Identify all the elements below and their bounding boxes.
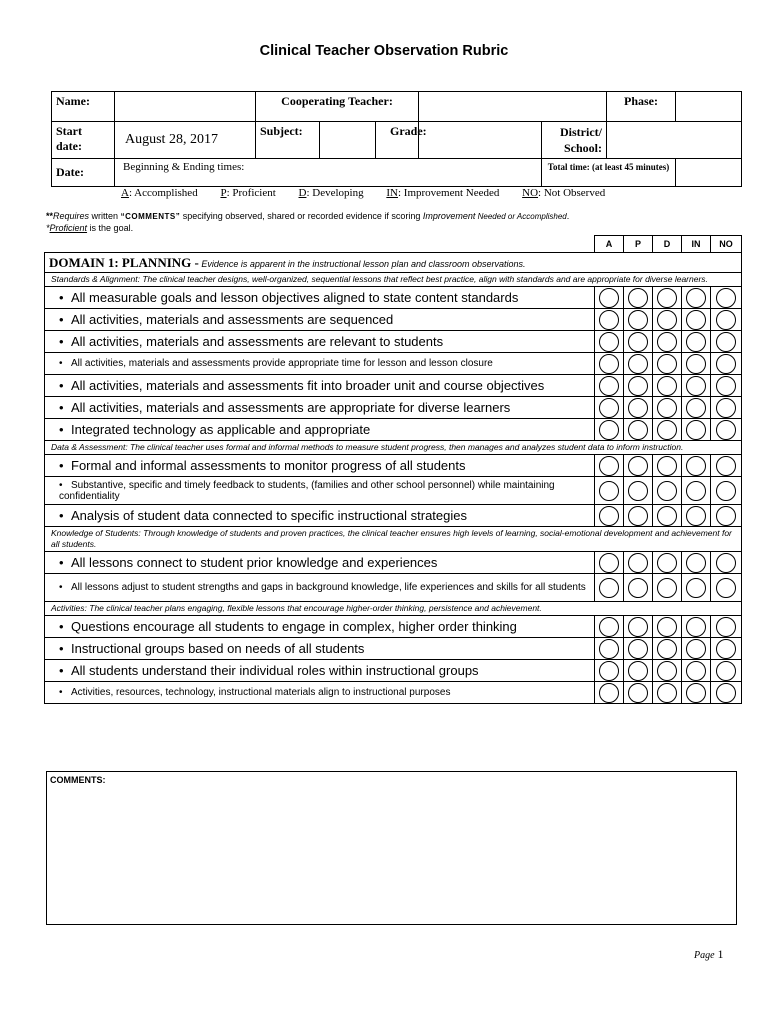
score-cell xyxy=(711,397,742,419)
rating-radio-no[interactable] xyxy=(716,639,736,659)
score-cell xyxy=(682,419,711,441)
rubric-item xyxy=(45,375,595,397)
score-cell xyxy=(682,397,711,419)
rating-radio-in[interactable] xyxy=(686,398,706,418)
domain-row xyxy=(45,253,742,273)
score-cell xyxy=(624,287,653,309)
requires-comments-note: **Requires written “COMMENTS” specifying observed, shared or recorded evidence if scoring Improvement Needed or Accomplished. xyxy=(46,211,570,221)
score-cell xyxy=(653,616,682,638)
rating-radio-a[interactable] xyxy=(599,288,619,308)
rating-radio-p[interactable] xyxy=(628,639,648,659)
rating-radio-a[interactable] xyxy=(599,398,619,418)
rating-radio-p[interactable] xyxy=(628,376,648,396)
rating-radio-a[interactable] xyxy=(599,376,619,396)
score-cell xyxy=(682,287,711,309)
rating-radio-no[interactable] xyxy=(716,456,736,476)
rubric-item xyxy=(45,455,595,477)
phase-field[interactable] xyxy=(676,92,742,122)
score-cell xyxy=(682,375,711,397)
rubric-item-row xyxy=(45,574,742,602)
rating-radio-d[interactable] xyxy=(657,578,677,598)
rubric-item-text: All activities, materials and assessments fit into broader unit and course objectives xyxy=(71,378,545,393)
legend-item: D: Developing xyxy=(298,187,364,199)
rubric-item-row xyxy=(45,682,742,704)
rating-radio-p[interactable] xyxy=(628,617,648,637)
rubric-item-text: All measurable goals and lesson objectives aligned to state content standards xyxy=(71,290,519,305)
score-cell xyxy=(595,505,624,527)
standard-row xyxy=(45,273,742,287)
rubric-item xyxy=(45,397,595,419)
rubric-item-row xyxy=(45,397,742,419)
rating-radio-d[interactable] xyxy=(657,332,677,352)
score-cell xyxy=(653,419,682,441)
score-cell xyxy=(711,682,742,704)
rating-radio-in[interactable] xyxy=(686,354,706,374)
rubric-item xyxy=(45,331,595,353)
score-cell xyxy=(711,419,742,441)
score-cell xyxy=(595,552,624,574)
score-cell xyxy=(711,287,742,309)
start-date-field[interactable]: August 28, 2017 xyxy=(115,122,256,159)
rating-radio-in[interactable] xyxy=(686,456,706,476)
rubric-item-row xyxy=(45,287,742,309)
score-cell xyxy=(653,552,682,574)
score-cell xyxy=(595,477,624,505)
name-field[interactable] xyxy=(115,92,256,122)
rating-radio-in[interactable] xyxy=(686,310,706,330)
bullet-icon: • xyxy=(59,582,63,593)
rubric-item xyxy=(45,505,595,527)
school-label: School: xyxy=(563,141,602,155)
rubric-item xyxy=(45,353,595,375)
standard-description: Standards & Alignment: The clinical teacher designs, well-organized, sequential lessons that reflect best practice, align with standards and are appropriate for diverse learners. xyxy=(45,273,742,287)
rubric-item-text: Formal and informal assessments to monitor progress of all students xyxy=(71,458,466,473)
rubric-item-row xyxy=(45,375,742,397)
score-cell xyxy=(595,419,624,441)
rating-radio-no[interactable] xyxy=(716,398,736,418)
header-table xyxy=(51,91,742,187)
standard-row xyxy=(45,441,742,455)
score-cell xyxy=(624,353,653,375)
score-cell xyxy=(624,660,653,682)
rating-radio-no[interactable] xyxy=(716,288,736,308)
rubric-item-text: Substantive, specific and timely feedback to students, (families and other school personnel) while maintaining confidentiality xyxy=(59,479,555,502)
score-cell xyxy=(682,574,711,602)
domain-heading xyxy=(45,253,742,273)
score-cell xyxy=(624,505,653,527)
rubric-item-text: All activities, materials and assessments provide appropriate time for lesson and lesson closure xyxy=(71,358,493,369)
bullet-icon: • xyxy=(59,687,63,698)
score-cell xyxy=(711,353,742,375)
score-cell xyxy=(653,309,682,331)
rating-radio-p[interactable] xyxy=(628,354,648,374)
score-cell xyxy=(653,397,682,419)
score-cell xyxy=(653,660,682,682)
score-cell xyxy=(711,660,742,682)
rating-radio-no[interactable] xyxy=(716,683,736,703)
score-cell xyxy=(595,638,624,660)
rating-radio-d[interactable] xyxy=(657,288,677,308)
rubric-item-text: All activities, materials and assessments are appropriate for diverse learners xyxy=(71,400,511,415)
score-cell xyxy=(682,660,711,682)
score-cell xyxy=(595,331,624,353)
rubric-item-row xyxy=(45,331,742,353)
rating-radio-d[interactable] xyxy=(657,506,677,526)
score-cell xyxy=(624,309,653,331)
rating-radio-d[interactable] xyxy=(657,354,677,374)
rubric-item-row xyxy=(45,638,742,660)
score-cell xyxy=(624,455,653,477)
rating-radio-no[interactable] xyxy=(716,553,736,573)
name-label: Name: xyxy=(52,92,115,122)
score-cell xyxy=(711,616,742,638)
rubric-item-row xyxy=(45,505,742,527)
legend-item: IN: Improvement Needed xyxy=(386,187,500,199)
column-header-row xyxy=(45,236,742,253)
score-cell xyxy=(595,397,624,419)
score-cell xyxy=(682,638,711,660)
score-cell xyxy=(653,353,682,375)
bullet-icon: • xyxy=(59,400,64,415)
score-cell xyxy=(624,397,653,419)
rating-radio-in[interactable] xyxy=(686,639,706,659)
rating-radio-a[interactable] xyxy=(599,354,619,374)
phase-label: Phase: xyxy=(607,92,676,122)
rating-radio-d[interactable] xyxy=(657,420,677,440)
standard-description: Data & Assessment: The clinical teacher uses formal and informal methods to measure student progress, then manages and analyzes student data to inform instruction. xyxy=(45,441,742,455)
bullet-icon: • xyxy=(59,422,64,437)
score-cell xyxy=(711,331,742,353)
bullet-icon: • xyxy=(59,508,64,523)
rating-radio-no[interactable] xyxy=(716,354,736,374)
rating-radio-p[interactable] xyxy=(628,398,648,418)
rating-radio-d[interactable] xyxy=(657,376,677,396)
score-cell xyxy=(595,660,624,682)
rubric-item xyxy=(45,287,595,309)
rating-radio-d[interactable] xyxy=(657,310,677,330)
rating-radio-d[interactable] xyxy=(657,639,677,659)
score-cell xyxy=(624,552,653,574)
rating-radio-no[interactable] xyxy=(716,376,736,396)
rubric-item-text: Questions encourage all students to engage in complex, higher order thinking xyxy=(71,619,517,634)
score-cell xyxy=(653,287,682,309)
rubric-item-text: Activities, resources, technology, instructional materials align to instructional purposes xyxy=(71,687,451,698)
rubric-item-row xyxy=(45,660,742,682)
rating-radio-p[interactable] xyxy=(628,683,648,703)
rubric-item-text: Integrated technology as applicable and appropriate xyxy=(71,422,371,437)
score-cell xyxy=(682,455,711,477)
score-cell xyxy=(624,419,653,441)
times-label: Beginning & Ending times: xyxy=(115,159,542,187)
rubric-item xyxy=(45,552,595,574)
rating-radio-d[interactable] xyxy=(657,661,677,681)
rating-radio-no[interactable] xyxy=(716,578,736,598)
rating-radio-in[interactable] xyxy=(686,332,706,352)
page-number: Page 1 xyxy=(694,947,724,961)
legend-item: A: Accomplished xyxy=(121,187,198,199)
rubric-item-row xyxy=(45,616,742,638)
cooperating-teacher-label: Cooperating Teacher: xyxy=(256,92,419,122)
rubric-item-text: All activities, materials and assessments are sequenced xyxy=(71,312,394,327)
rating-radio-p[interactable] xyxy=(628,578,648,598)
score-cell xyxy=(653,638,682,660)
score-cell xyxy=(711,505,742,527)
date-label: Date: xyxy=(52,159,115,187)
standard-row xyxy=(45,602,742,616)
score-cell xyxy=(595,375,624,397)
rubric-item-row xyxy=(45,552,742,574)
grade-field[interactable] xyxy=(419,122,542,159)
score-cell xyxy=(653,375,682,397)
rubric-item xyxy=(45,682,595,704)
rating-radio-p[interactable] xyxy=(628,310,648,330)
rubric-item-row xyxy=(45,477,742,505)
score-cell xyxy=(682,505,711,527)
column-header: D xyxy=(653,236,682,253)
rating-radio-in[interactable] xyxy=(686,617,706,637)
rubric-item xyxy=(45,574,595,602)
score-cell xyxy=(653,331,682,353)
rating-radio-no[interactable] xyxy=(716,661,736,681)
rating-radio-a[interactable] xyxy=(599,683,619,703)
rubric-item-row xyxy=(45,419,742,441)
comments-box[interactable] xyxy=(46,771,737,925)
score-cell xyxy=(653,477,682,505)
score-cell xyxy=(653,505,682,527)
rating-radio-no[interactable] xyxy=(716,506,736,526)
standard-description: Knowledge of Students: Through knowledge of students and proven practices, the clinical teacher ensures high levels of learning, social-emotional development and achievement for all students. xyxy=(45,527,742,552)
rating-radio-in[interactable] xyxy=(686,376,706,396)
rubric-item-row xyxy=(45,455,742,477)
score-cell xyxy=(595,455,624,477)
rating-radio-d[interactable] xyxy=(657,617,677,637)
score-cell xyxy=(624,375,653,397)
column-header: P xyxy=(624,236,653,253)
legend-item: P: Proficient xyxy=(220,187,276,199)
score-cell xyxy=(624,331,653,353)
cooperating-teacher-field[interactable] xyxy=(419,92,607,122)
rating-radio-a[interactable] xyxy=(599,506,619,526)
rating-radio-in[interactable] xyxy=(686,481,706,501)
bullet-icon: • xyxy=(59,378,64,393)
rating-radio-a[interactable] xyxy=(599,420,619,440)
column-header-spacer xyxy=(45,236,595,253)
column-header: NO xyxy=(711,236,742,253)
bullet-icon: • xyxy=(59,290,64,305)
rating-radio-d[interactable] xyxy=(657,553,677,573)
score-cell xyxy=(682,353,711,375)
score-cell xyxy=(624,477,653,505)
rating-radio-d[interactable] xyxy=(657,683,677,703)
bullet-icon: • xyxy=(59,555,64,570)
score-cell xyxy=(624,682,653,704)
rating-radio-a[interactable] xyxy=(599,639,619,659)
rubric-item-row xyxy=(45,309,742,331)
rating-radio-a[interactable] xyxy=(599,578,619,598)
score-cell xyxy=(595,682,624,704)
subject-field[interactable] xyxy=(320,122,376,159)
rubric-item-text: All students understand their individual roles within instructional groups xyxy=(71,663,479,678)
comments-label: COMMENTS: xyxy=(50,775,106,785)
rubric-item xyxy=(45,309,595,331)
bullet-icon: • xyxy=(59,479,63,491)
rating-radio-p[interactable] xyxy=(628,661,648,681)
score-cell xyxy=(711,638,742,660)
rubric-item xyxy=(45,477,595,505)
bullet-icon: • xyxy=(59,334,64,349)
score-cell xyxy=(595,353,624,375)
start-date-label: Start date: xyxy=(52,122,115,159)
score-cell xyxy=(711,552,742,574)
score-cell xyxy=(624,638,653,660)
rubric-item-text: Analysis of student data connected to specific instructional strategies xyxy=(71,508,467,523)
total-time-field[interactable] xyxy=(676,159,742,187)
score-cell xyxy=(595,287,624,309)
score-cell xyxy=(711,574,742,602)
district-school-label xyxy=(542,122,607,159)
rating-radio-p[interactable] xyxy=(628,506,648,526)
rating-radio-a[interactable] xyxy=(599,481,619,501)
rating-radio-p[interactable] xyxy=(628,420,648,440)
rating-radio-a[interactable] xyxy=(599,332,619,352)
rating-radio-in[interactable] xyxy=(686,661,706,681)
rubric-item xyxy=(45,419,595,441)
score-cell xyxy=(682,477,711,505)
score-cell xyxy=(595,574,624,602)
rating-radio-a[interactable] xyxy=(599,661,619,681)
rating-radio-no[interactable] xyxy=(716,310,736,330)
legend-item: NO: Not Observed xyxy=(522,187,606,199)
total-time-label: Total time: (at least 45 minutes) xyxy=(542,159,676,187)
rating-radio-a[interactable] xyxy=(599,553,619,573)
score-cell xyxy=(682,616,711,638)
rating-radio-a[interactable] xyxy=(599,310,619,330)
rubric-item xyxy=(45,660,595,682)
score-cell xyxy=(653,682,682,704)
score-cell xyxy=(595,309,624,331)
rating-radio-d[interactable] xyxy=(657,456,677,476)
rating-radio-p[interactable] xyxy=(628,481,648,501)
rating-radio-d[interactable] xyxy=(657,398,677,418)
rubric-item-text: All activities, materials and assessments are relevant to students xyxy=(71,334,444,349)
rating-radio-no[interactable] xyxy=(716,617,736,637)
district-label: District/ xyxy=(560,125,602,139)
score-cell xyxy=(711,309,742,331)
column-header: A xyxy=(595,236,624,253)
score-cell xyxy=(653,574,682,602)
score-cell xyxy=(624,616,653,638)
rating-radio-in[interactable] xyxy=(686,578,706,598)
rating-radio-d[interactable] xyxy=(657,481,677,501)
rubric-item-row xyxy=(45,353,742,375)
score-cell xyxy=(711,477,742,505)
domain-description: Evidence is apparent in the instructional lesson plan and classroom observations. xyxy=(198,258,526,269)
domain-title: DOMAIN 1: PLANNING - xyxy=(49,254,199,270)
rating-radio-p[interactable] xyxy=(628,553,648,573)
rating-radio-no[interactable] xyxy=(716,332,736,352)
bullet-icon: • xyxy=(59,641,64,656)
district-school-field[interactable] xyxy=(607,122,742,159)
score-cell xyxy=(711,375,742,397)
rating-radio-no[interactable] xyxy=(716,481,736,501)
rating-radio-p[interactable] xyxy=(628,332,648,352)
bullet-icon: • xyxy=(59,312,64,327)
score-cell xyxy=(682,552,711,574)
rubric-item xyxy=(45,616,595,638)
document-title: Clinical Teacher Observation Rubric xyxy=(259,43,509,59)
rating-radio-a[interactable] xyxy=(599,456,619,476)
rubric-table xyxy=(44,235,742,704)
score-cell xyxy=(711,455,742,477)
score-cell xyxy=(595,616,624,638)
subject-label: Subject: xyxy=(256,122,320,159)
bullet-icon: • xyxy=(59,358,63,369)
score-cell xyxy=(682,682,711,704)
rating-radio-p[interactable] xyxy=(628,288,648,308)
proficient-goal-note: *Proficient is the goal. xyxy=(46,223,134,233)
rubric-item-text: All lessons adjust to student strengths and gaps in background knowledge, life experiences and skills for all students xyxy=(71,582,586,593)
grade-label: Grade: xyxy=(376,122,419,159)
rating-radio-in[interactable] xyxy=(686,288,706,308)
score-cell xyxy=(653,455,682,477)
rubric-item-text: Instructional groups based on needs of all students xyxy=(71,641,365,656)
rating-radio-in[interactable] xyxy=(686,420,706,440)
rating-radio-a[interactable] xyxy=(599,617,619,637)
rubric-item xyxy=(45,638,595,660)
score-cell xyxy=(682,331,711,353)
bullet-icon: • xyxy=(59,458,64,473)
rating-radio-no[interactable] xyxy=(716,420,736,440)
standard-row xyxy=(45,527,742,552)
rubric-item-text: All lessons connect to student prior knowledge and experiences xyxy=(71,555,438,570)
standard-description: Activities: The clinical teacher plans engaging, flexible lessons that encourage higher-order thinking, persistence and achievement. xyxy=(45,602,742,616)
rating-radio-in[interactable] xyxy=(686,553,706,573)
rating-radio-in[interactable] xyxy=(686,683,706,703)
rating-radio-p[interactable] xyxy=(628,456,648,476)
score-cell xyxy=(682,309,711,331)
score-cell xyxy=(624,574,653,602)
bullet-icon: • xyxy=(59,619,64,634)
rating-radio-in[interactable] xyxy=(686,506,706,526)
score-legend xyxy=(121,187,625,199)
column-header: IN xyxy=(682,236,711,253)
bullet-icon: • xyxy=(59,663,64,678)
